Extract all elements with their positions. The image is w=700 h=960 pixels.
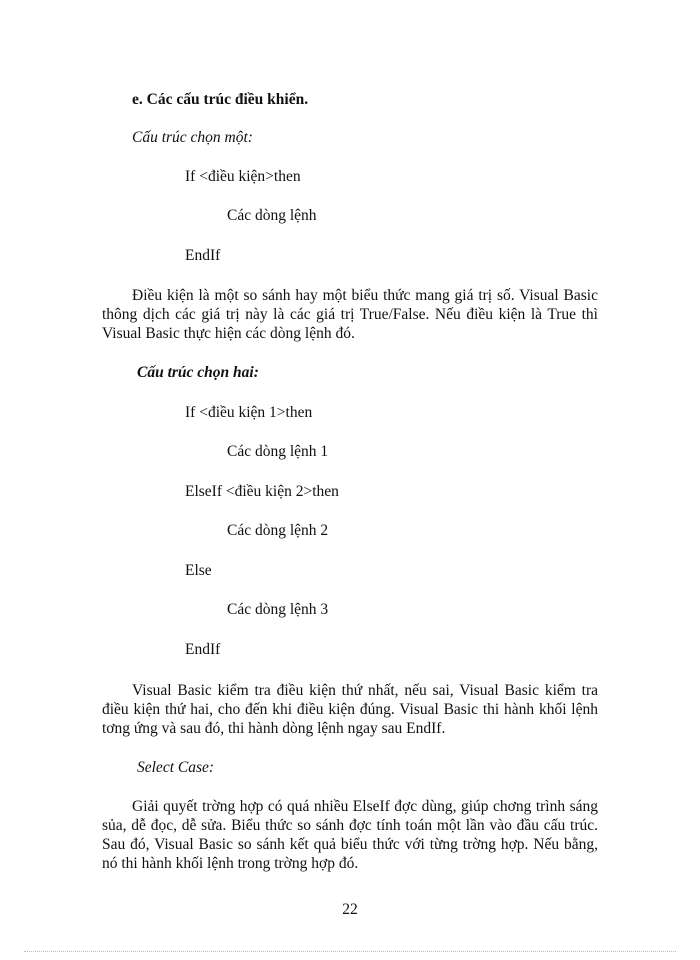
code-line: Các dòng lệnh 2 (227, 522, 329, 539)
code-line: EndIf (185, 641, 221, 658)
paragraph-select-case: Giải quyết trờng hợp có quá nhiều ElseIf đợc dùng, giúp chơng trình sáng sủa, dễ đọc, dễ sửa. Biểu thức so sánh đợc tính toán một lần vào đầu cấu trúc. Sau đó, Visual Basic so sánh kết quả biểu thức với từng trờng hợp. Nếu bằng, nó thi hành khối lệnh trong trờng hợp đó. (102, 798, 598, 872)
subsection-title-double-choice: Cấu trúc chọn hai: (137, 364, 259, 381)
code-line: Các dòng lệnh (227, 207, 317, 224)
paragraph-single-choice: Điều kiện là một so sánh hay một biểu thức mang giá trị số. Visual Basic thông dịch các giá trị này là các giá trị True/False. Nếu điều kiện là True thì Visual Basic thực hiện các dòng lệnh đó. (102, 287, 598, 342)
code-line: If <điều kiện 1>then (185, 404, 313, 421)
page-bottom-divider (24, 951, 676, 952)
code-line: Các dòng lệnh 3 (227, 601, 329, 618)
subsection-title-single-choice: Cấu trúc chọn một: (132, 129, 253, 146)
code-line: Else (185, 562, 212, 579)
subsection-title-select-case: Select Case: (137, 759, 215, 776)
code-line: EndIf (185, 247, 221, 264)
code-line: Các dòng lệnh 1 (227, 443, 329, 460)
code-line: If <điều kiện>then (185, 168, 301, 185)
section-heading: e. Các cấu trúc điều khiển. (132, 91, 309, 108)
page-number: 22 (342, 901, 358, 918)
paragraph-double-choice: Visual Basic kiểm tra điều kiện thứ nhất, nếu sai, Visual Basic kiểm tra điều kiện thứ hai, cho đến khi điều kiện đúng. Visual Basic thi hành khối lệnh tơng ứng và sau đó, thi hành dòng lệnh ngay sau EndIf. (102, 682, 598, 737)
code-line: ElseIf <điều kiện 2>then (185, 483, 339, 500)
